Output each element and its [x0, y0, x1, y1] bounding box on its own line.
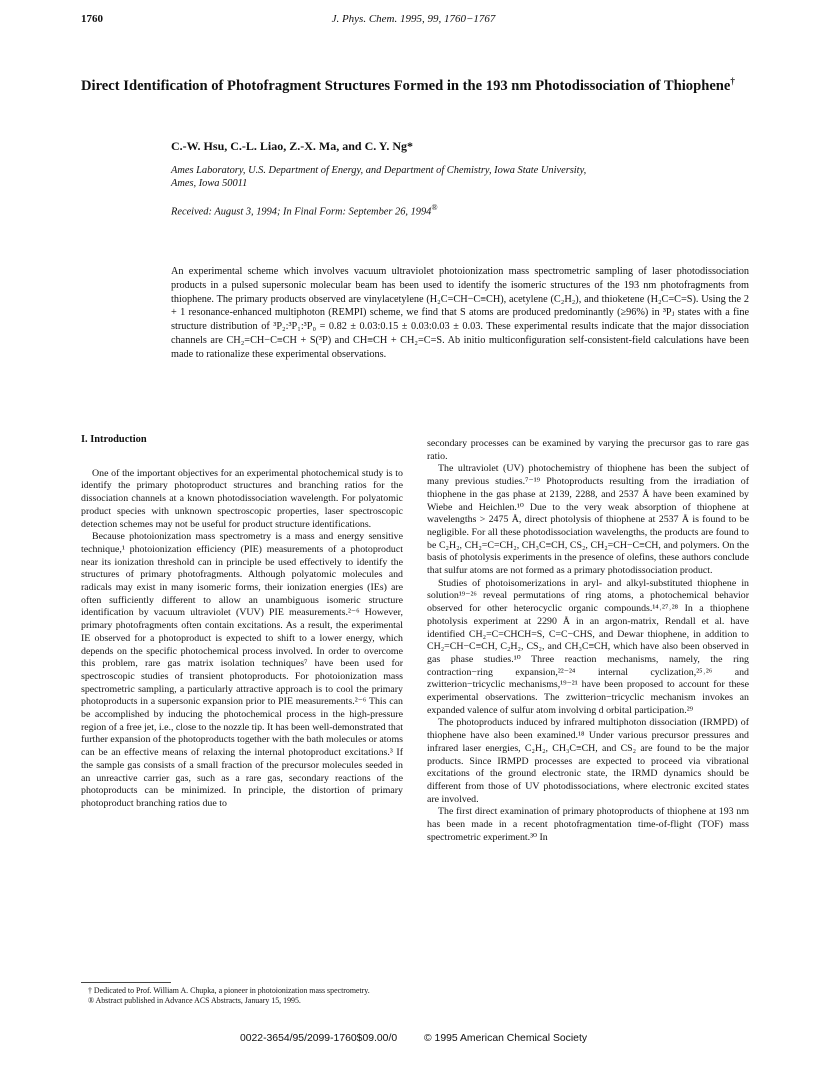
paragraph: Studies of photoisomerizations in aryl- and alkyl-substituted thiophene in solution¹⁹⁻²⁶ reveal permutations of ring atoms, a photochemical behavior observed for other heterocyclic organic compounds.¹⁴˒²⁷˒²⁸ In a thiophene photolysis experiment at 2290 Å in an argon-matrix, Rendall et al. have identified CH₂=C=CHCH=S, C=C−CHS, and Dewar thiophene, in addition to CH₂=CH−C≡CH, C₂H₂, CS₂, and CH₃C≡CH, which have also been observed in gas phase studies.¹⁰ Three reaction mechanisms, namely, the ring contraction−ring expansion,²²⁻²⁴ internal cyclization,²⁵˒²⁶ and zwitterion−tricyclic mechanisms,¹⁹⁻²¹ have been proposed to account for these experimental observations. The zwitterion−tricyclic mechanism invokes an expanded valence of sulfur atom involving d orbital participation.²⁹: [427, 577, 749, 716]
title-footnote-mark: †: [730, 76, 735, 86]
copyright: © 1995 American Chemical Society: [424, 1033, 588, 1044]
paragraph: Because photoionization mass spectrometry is a mass and energy sensitive technique,¹ photoionization efficiency (PIE) measurements of a photoproduct near its ionization threshold can in principle be used effectively to identify the structures of primary photofragments. Although polyatomic molecules and radicals may exist in many isomeric forms, their ionization energies (IEs) are often sufficiently different to allow an unambiguous isomeric structure identification by vacuum ultraviolet (VUV) PIE measurements.²⁻⁶ However, primary photofragments often contain excitations. As a result, the experimental IE observed for a photoproduct is expected to shift to a lower energy, which depends on the specific photochemical process involved. In order to overcome this problem, rare gas matrix isolation techniques⁷ have been used for spectroscopic studies of transient photoproducts. For photoionization mass spectrometric sampling, a particularly attractive approach is to cool the primary photoproducts in a supersonic expansion prior to PIE measurements.²⁻⁶ This can be accomplished by inducing the photochemical process in the high-pressure region of a free jet, i.e., close to the nozzle tip. It has been well-demonstrated that further expansion of the photoproducts together with the bath molecules or atoms can be an effective means of relaxing the internal photoproduct excitations.³ If the sample gas consists of a small fraction of the precursor molecules seeded in an unreactive carrier gas, such as a rare gas, secondary reactions of the photoproducts can be minimized. In principle, the distortion of primary photoproduct branching ratios due to: [81, 531, 403, 809]
footnote-dedication: † Dedicated to Prof. William A. Chupka, a pioneer in photoionization mass spectrometry.: [88, 986, 370, 995]
page-footer: [0, 1033, 827, 1044]
footnote-divider: [81, 982, 171, 983]
right-column: [427, 438, 749, 845]
paragraph: One of the important objectives for an experimental photochemical study is to identify the primary photoproduct structures and branching ratios for the dissociation channels at a known photodissociation wavelength. For polyatomic product species with unknown spectroscopic properties, laser spectroscopic detection schemes may not be useful for product structure identifications.: [81, 467, 403, 530]
paragraph: secondary processes can be examined by varying the precursor gas to rare gas ratio.: [427, 438, 749, 462]
page-number: 1760: [81, 13, 103, 25]
article-code: 0022-3654/95/2099-1760$09.00/0: [239, 1033, 398, 1044]
abstract-published-mark: ®: [431, 203, 438, 212]
affiliation-line: Ames Laboratory, U.S. Department of Energy, and Department of Chemistry, Iowa State University,: [171, 165, 587, 176]
affiliation-line: Ames, Iowa 50011: [171, 178, 248, 189]
received-text: Received: August 3, 1994; In Final Form: September 26, 1994: [171, 206, 432, 218]
abstract: [171, 265, 749, 362]
author-list: C.-W. Hsu, C.-L. Liao, Z.-X. Ma, and C. Y. Ng*: [171, 139, 414, 153]
article-title: [81, 73, 741, 95]
paragraph: The ultraviolet (UV) photochemistry of thiophene has been the subject of many previous studies.⁷⁻¹⁹ Photoproducts resulting from the irradiation of thiophene in the gas phase at 2139, 2288, and 2537 Å have been examined by Wiebe and Heichlen.¹⁰ Due to the very weak absorption of thiophene at wavelengths > 2475 Å, direct photolysis of thiophene at 2537 Å is found to be negligible. For all these photodissociation wavelengths, the products are found to be C₂H₂, CH₂=C=CH₂, CH₃C≡CH, CS₂, CH₂=CH−C≡CH, and polymers. On the basis of photolysis experiments in the presence of olefins, these authors conclude that sulfur atoms are not formed as a primary photodissociation product.: [427, 463, 749, 577]
journal-header: J. Phys. Chem. 1995, 99, 1760−1767: [331, 13, 496, 25]
affiliation: [171, 164, 771, 190]
left-column: [81, 434, 403, 811]
footnotes: [81, 986, 403, 1005]
paragraph: The photoproducts induced by infrared multiphoton dissociation (IRMPD) of thiophene have also been examined.¹⁸ Under various precursor pressures and infrared laser energies, C₂H₂, CH₃C≡CH, and CS₂ are found to be the major products. Since IRMPD processes are expected to proceed via vibrational excitations of the ground electronic state, the IRMD dynamics should be different from those of UV photodissociations, where electronic excited states are involved.: [427, 717, 749, 805]
received-dates: [171, 203, 437, 217]
abstract-text: An experimental scheme which involves vacuum ultraviolet photoionization mass spectrometric sampling of laser photodissociation products in a pulsed supersonic molecular beam has been used to identify the isomeric structures of the 193 nm photofragments from thiophene. The primary products observed are vinylacetylene (H₂C=CH−C≡CH), acetylene (C₂H₂), and thioketene (H₂C=C=S). Using the 2 + 1 resonance-enhanced multiphoton (REMPI) scheme, we find that S atoms are produced predominantly (≥96%) in ³Pⱼ states with a fine structure distribution of ³P₂:³P₁:³P₀ = 0.82 ± 0.03:0.15 ± 0.03:0.03 ± 0.03. These experimental results indicate that the major dissociation channels are CH₂=CH−C≡CH + S(³P) and CH≡CH + CH₂=C=S. Ab initio multiconfiguration self-consistent-field calculations have been made to rationalize these experimental observations.: [171, 266, 749, 360]
paragraph: The first direct examination of primary photoproducts of thiophene at 193 nm has been made in a recent photofragmentation time-of-flight (TOF) mass spectrometric experiment.³⁰ In: [427, 806, 749, 843]
footnote-abstract-published: ® Abstract published in Advance ACS Abstracts, January 15, 1995.: [88, 995, 301, 1005]
article-title-text: Direct Identification of Photofragment Structures Formed in the 193 nm Photodissociation of Thiophene: [81, 77, 731, 94]
section-heading: I. Introduction: [81, 434, 147, 445]
